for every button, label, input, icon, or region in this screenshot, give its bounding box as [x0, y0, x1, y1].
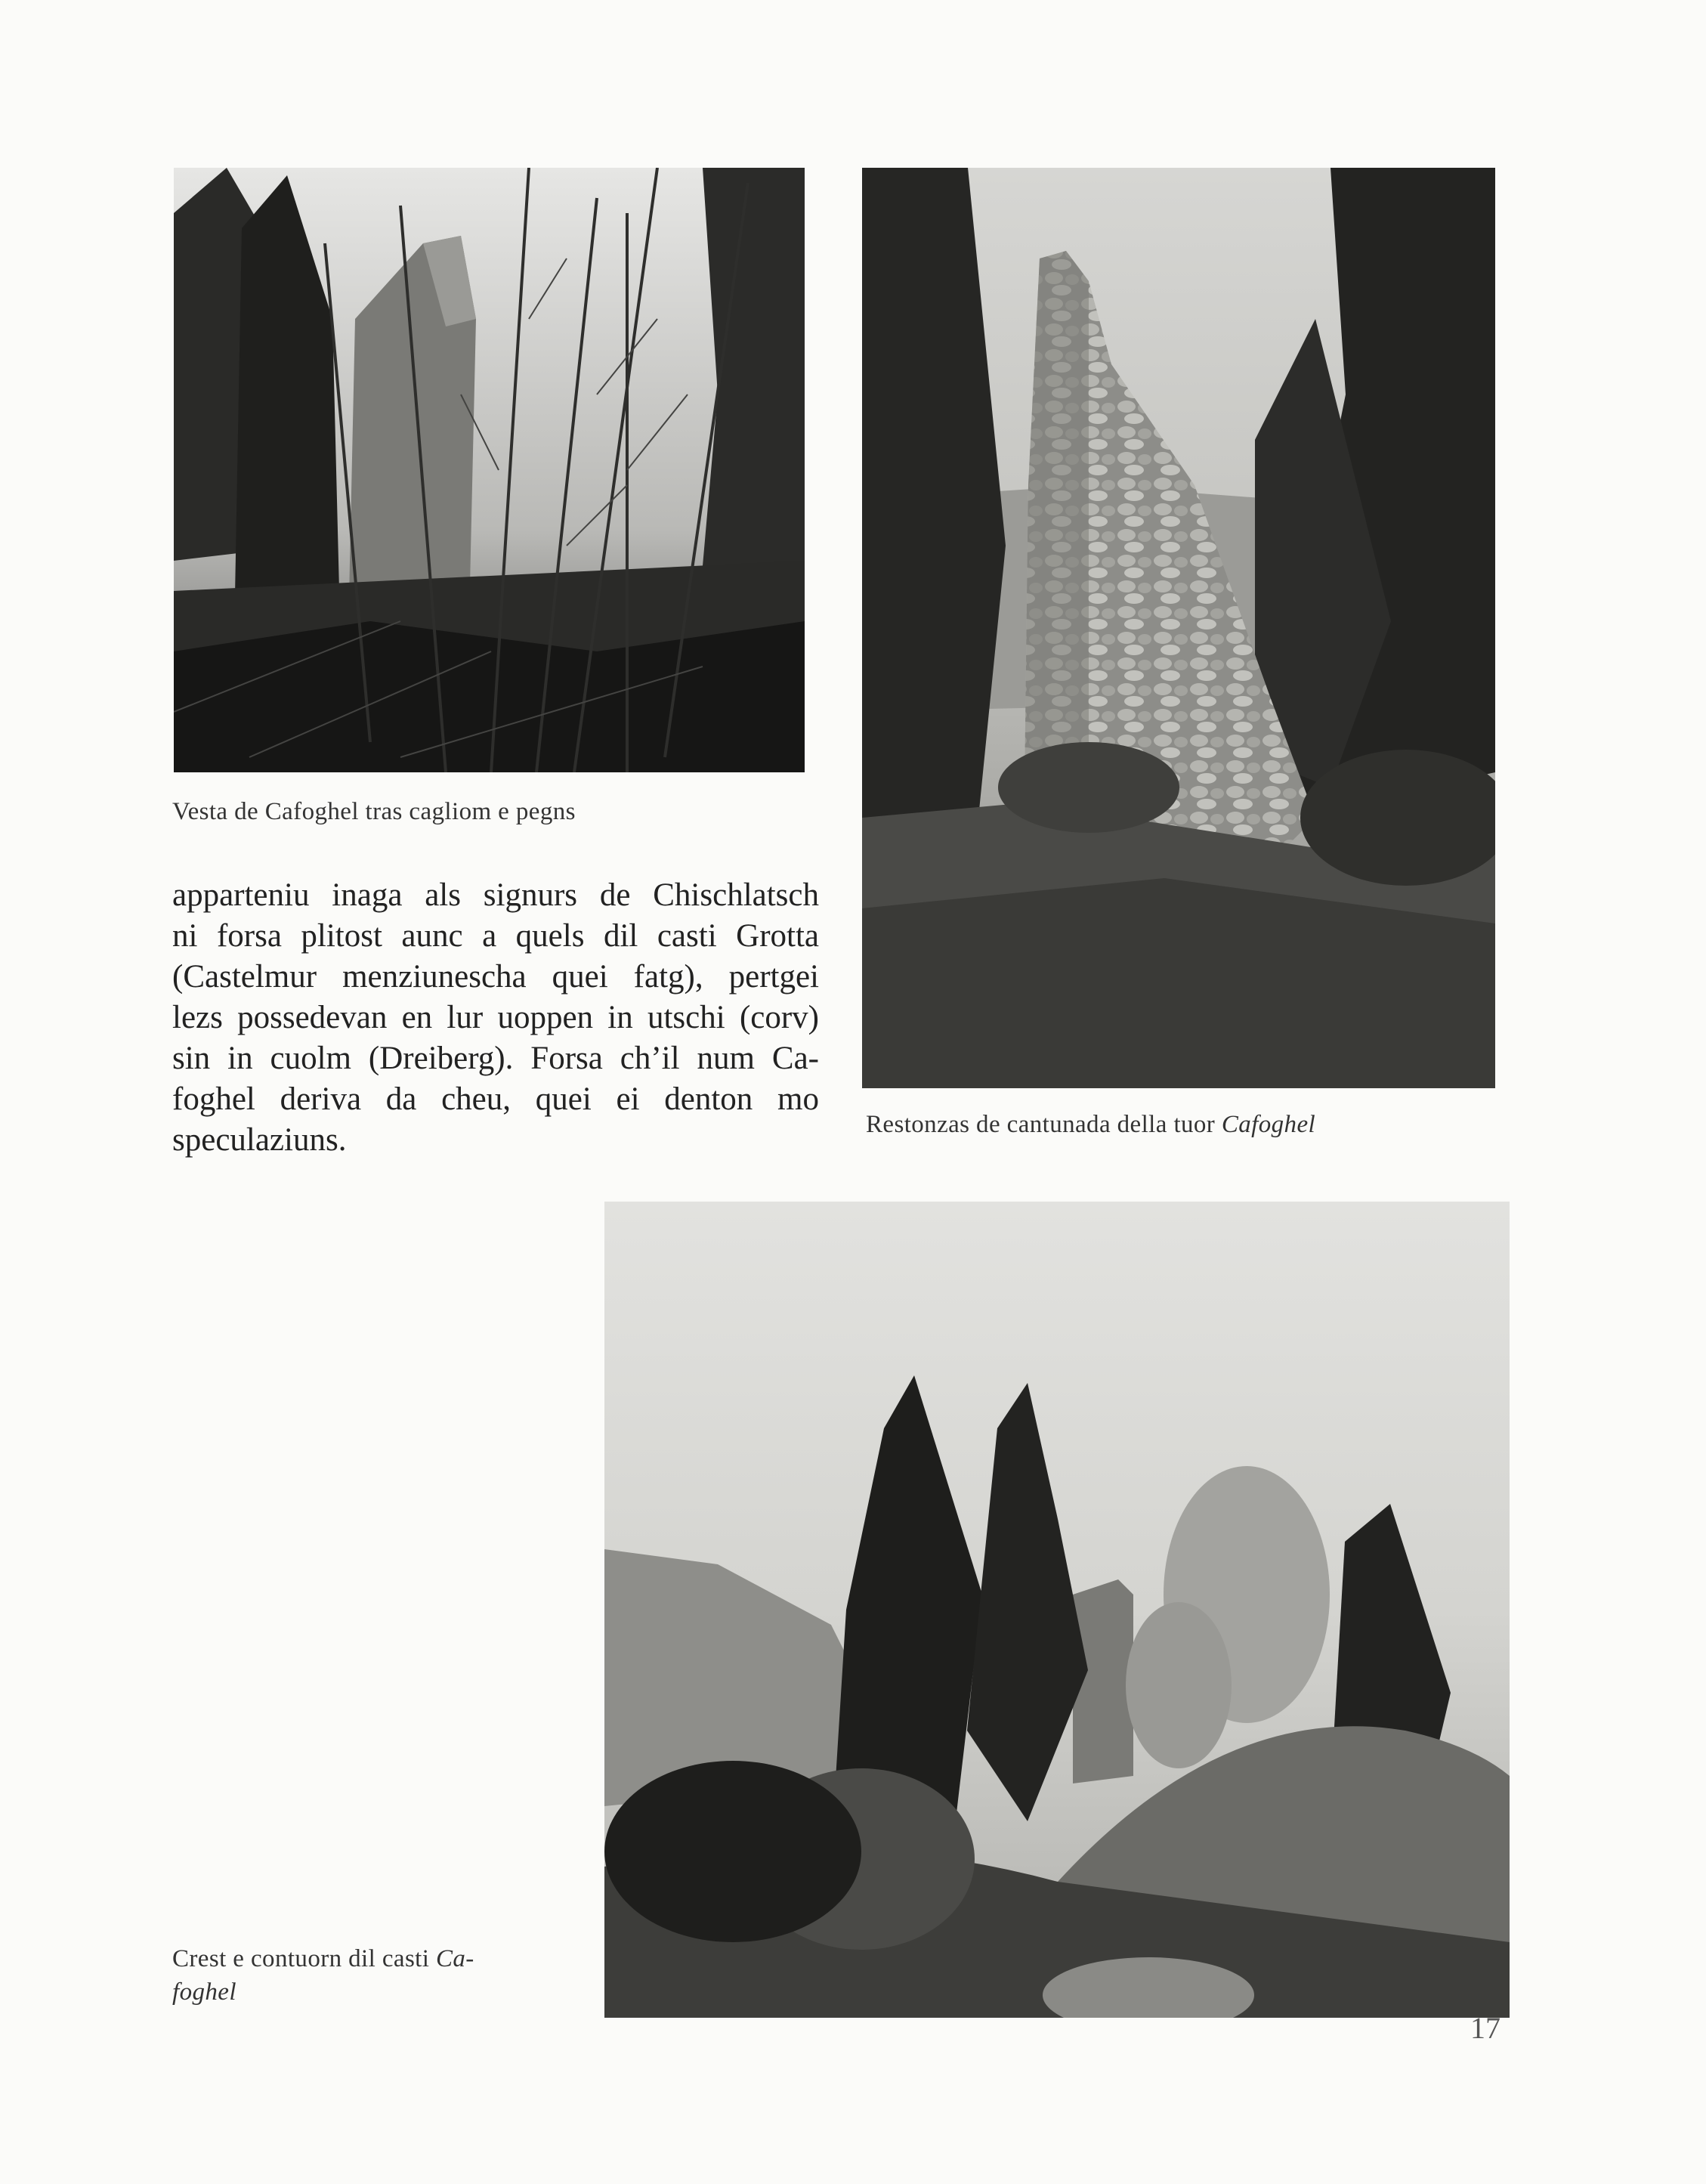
caption-photo-3-line-2 — [172, 1975, 580, 2009]
caption-photo-3-italic-1: Ca- — [435, 1945, 474, 1972]
body-line-7: speculaziuns. — [172, 1122, 347, 1158]
caption-photo-3-line-1 — [172, 1942, 580, 1975]
page-number: 17 — [1470, 2011, 1500, 2045]
body-line-1: apparteniu inaga als signurs de Chischlatsch — [172, 877, 819, 913]
body-line-4: lezs possedevan en lur uoppen in utschi (corv) — [172, 1000, 819, 1035]
photo-tower-corner-remains — [862, 168, 1495, 1088]
body-paragraph — [172, 875, 819, 1161]
caption-photo-1: Vesta de Cafoghel tras cagliom e pegns — [172, 798, 576, 825]
photo-hill-and-castle — [604, 1202, 1510, 2018]
caption-photo-3 — [172, 1942, 580, 2009]
caption-photo-2 — [866, 1108, 1315, 1141]
caption-photo-3-italic-2: foghel — [172, 1978, 236, 2006]
caption-photo-2-text: Restonzas de cantunada della tuor — [866, 1111, 1222, 1138]
body-line-2: ni forsa plitost aunc a quels dil casti Grotta — [172, 918, 819, 954]
body-line-5: sin in cuolm (Dreiberg). Forsa ch’il num Ca- — [172, 1041, 819, 1076]
body-line-6: foghel deriva da cheu, quei ei denton mo — [172, 1081, 819, 1117]
photo-ruin-behind-trees — [174, 168, 805, 772]
caption-photo-2-italic: Cafoghel — [1221, 1111, 1316, 1138]
caption-photo-3-text: Crest e contuorn dil casti — [172, 1945, 436, 1972]
body-line-3: (Castelmur menziunescha quei fatg), pertgei — [172, 959, 819, 995]
